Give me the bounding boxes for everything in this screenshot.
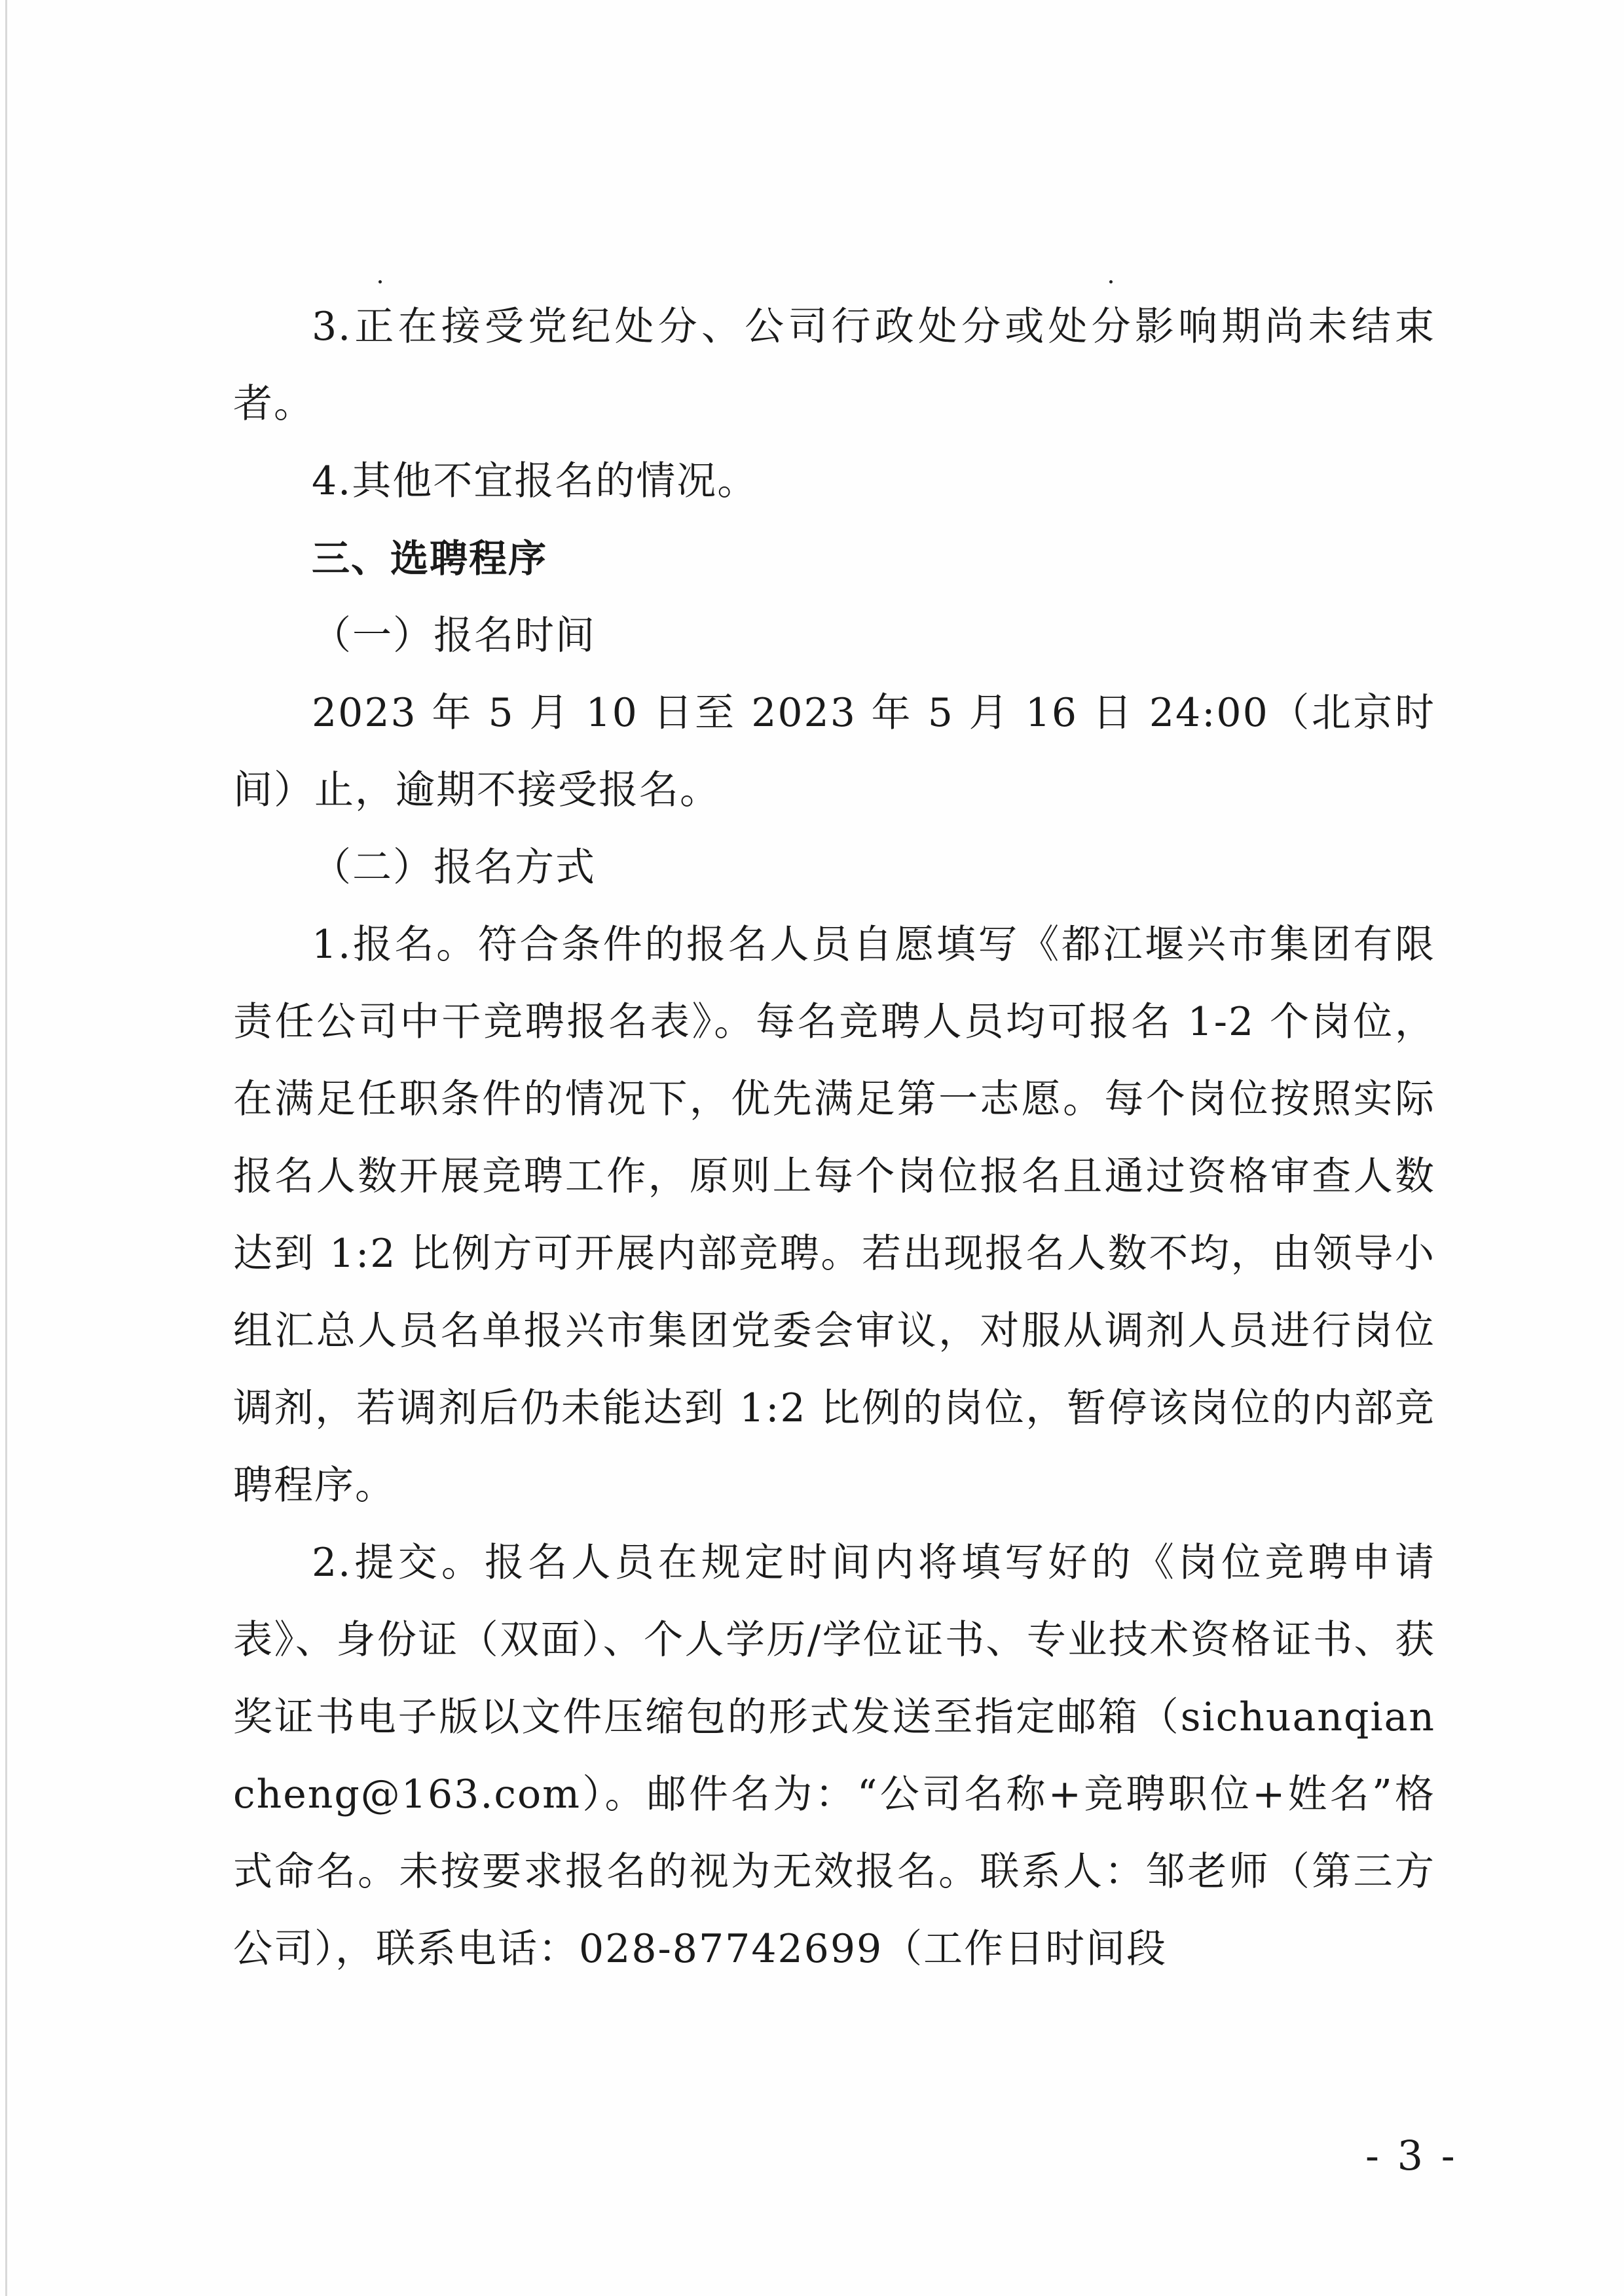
paragraph-item-4: 4.其他不宜报名的情况。 xyxy=(312,458,758,504)
paragraph-item-3: 3.正在接受党纪处分、公司行政处分或处分影响期尚未结束者。 xyxy=(233,304,1435,427)
page-edge-shadow xyxy=(5,0,7,2296)
page-number: - 3 - xyxy=(1365,2132,1458,2179)
subheading-registration-method: （二）报名方式 xyxy=(312,845,596,890)
paragraph-submission-step: 2.提交。报名人员在规定时间内将填写好的《岗位竞聘申请表》、身份证（双面）、个人学历/学位证书、专业技术资格证书、获奖证书电子版以文件压缩包的形式发送至指定邮箱（sichuanqiancheng@163.com）。邮件名为：“公司名称+竞聘职位+姓名”格式命名。未按要求报名的视为无效报名。联系人：邹老师（第三方公司），联系电话：028-87742699（工作日时间段 xyxy=(233,1540,1435,1972)
subheading-registration-time: （一）报名时间 xyxy=(312,613,596,659)
document-body xyxy=(233,288,1435,1988)
paragraph-registration-dates: 2023 年 5 月 10 日至 2023 年 5 月 16 日 24:00（北京时间）止，逾期不接受报名。 xyxy=(233,690,1435,813)
paragraph-registration-step: 1.报名。符合条件的报名人员自愿填写《都江堰兴市集团有限责任公司中干竞聘报名表》。每名竞聘人员均可报名 1-2 个岗位，在满足任职条件的情况下，优先满足第一志愿。每个岗位按照实际报名人数开展竞聘工作，原则上每个岗位报名且通过资格审查人数达到 1:2 比例方可开展内部竞聘。若出现报名人数不均，由领导小组汇总人员名单报兴市集团党委会审议，对服从调剂人员进行岗位调剂，若调剂后仍未能达到 1:2 比例的岗位，暂停该岗位的内部竞聘程序。 xyxy=(233,922,1435,1508)
scan-speck xyxy=(1109,280,1113,283)
scan-speck xyxy=(378,280,382,283)
section-heading-selection-procedure: 三、选聘程序 xyxy=(312,536,548,581)
